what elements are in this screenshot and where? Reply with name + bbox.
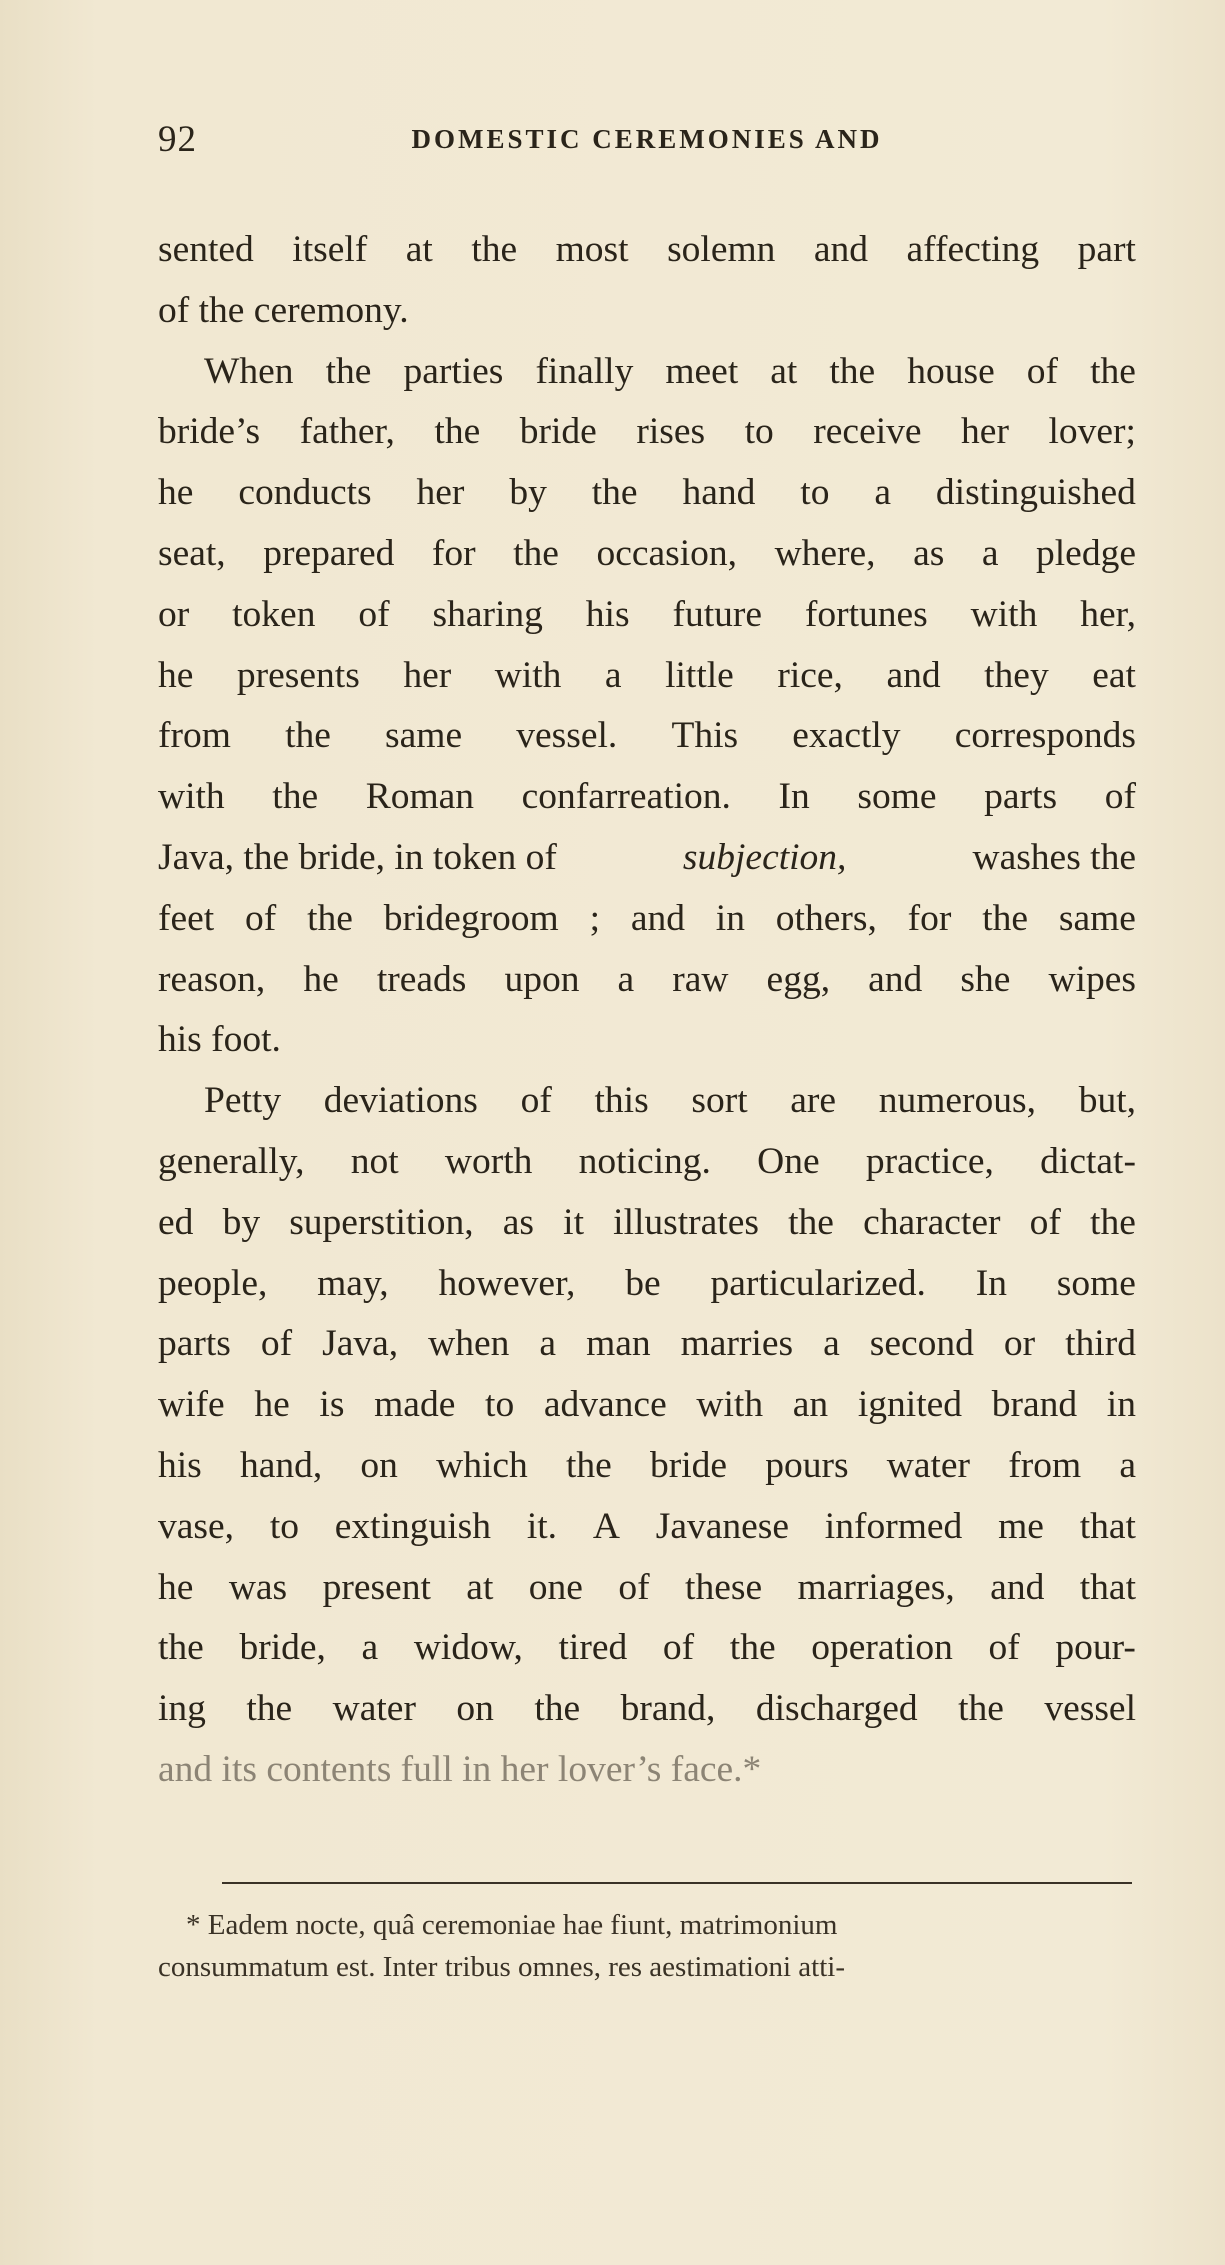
- footnote-line: * Eadem nocte, quâ ceremoniae hae fiunt, matrimonium: [186, 1909, 838, 1941]
- word: vase,: [158, 1505, 235, 1547]
- word: vessel: [1044, 1688, 1136, 1730]
- footnote-line: consummatum est. Inter tribus omnes, res aestimationi atti-: [158, 1951, 845, 1983]
- word: at: [770, 350, 798, 392]
- text-line: [158, 1558, 1136, 1619]
- word: her: [416, 472, 465, 514]
- word: wife: [158, 1384, 225, 1426]
- word: marriages,: [797, 1566, 955, 1608]
- word: and: [886, 654, 941, 696]
- word: reason,: [158, 958, 266, 1000]
- word: present: [322, 1566, 431, 1608]
- word: confarreation.: [521, 776, 731, 818]
- word: the: [729, 1627, 776, 1669]
- word: ignited: [857, 1384, 963, 1426]
- word: she: [960, 958, 1011, 1000]
- word: with: [970, 593, 1038, 635]
- word: This: [671, 715, 739, 757]
- word: was: [228, 1566, 288, 1608]
- word: egg,: [766, 958, 831, 1000]
- word: where,: [774, 532, 876, 574]
- word: part: [1077, 229, 1136, 270]
- word: operation: [811, 1627, 953, 1669]
- word: Roman: [365, 776, 475, 818]
- word: on: [360, 1444, 398, 1486]
- word: worth: [444, 1140, 533, 1182]
- page-header: [158, 118, 1136, 168]
- word: lover;: [1048, 411, 1136, 453]
- word: me: [998, 1505, 1044, 1547]
- word: to: [744, 411, 774, 453]
- word: the: [565, 1444, 612, 1486]
- word: dictat-: [1040, 1140, 1136, 1182]
- word: presents: [236, 654, 360, 696]
- word: the: [158, 1627, 204, 1669]
- word: advance: [543, 1384, 667, 1426]
- word: father,: [299, 411, 395, 453]
- word: the: [829, 350, 876, 392]
- word: sort: [691, 1080, 748, 1122]
- word: token: [232, 593, 316, 635]
- word: but,: [1078, 1080, 1136, 1122]
- word: a: [981, 532, 999, 574]
- text-line: [158, 950, 1136, 1011]
- text-line: [158, 1497, 1136, 1558]
- word: upon: [504, 958, 580, 1000]
- word: at: [405, 229, 433, 270]
- word: seat,: [158, 532, 226, 574]
- word: to: [800, 472, 830, 514]
- word: corresponds: [954, 715, 1136, 757]
- word: When: [204, 350, 294, 392]
- text-line: [158, 585, 1136, 646]
- word: as: [913, 532, 945, 574]
- word: A: [592, 1505, 620, 1547]
- word: one: [528, 1566, 583, 1608]
- word: ed: [158, 1201, 194, 1243]
- word: for: [431, 532, 476, 574]
- word: not: [350, 1140, 399, 1182]
- word: bride,: [239, 1627, 326, 1669]
- text-line: [158, 1254, 1136, 1315]
- word: a: [823, 1323, 840, 1365]
- word: illustrates: [613, 1201, 759, 1243]
- word: affecting: [906, 229, 1040, 270]
- word: numerous,: [878, 1080, 1037, 1122]
- running-title: DOMESTIC CEREMONIES AND: [411, 124, 883, 154]
- word: discharged: [755, 1688, 918, 1730]
- word: her,: [1080, 593, 1136, 635]
- text-line: [158, 1314, 1136, 1375]
- word: that: [1079, 1505, 1136, 1547]
- word: most: [555, 229, 629, 270]
- text-line: and its contents full in her lover’s face.*: [158, 1748, 762, 1790]
- word: a: [874, 472, 892, 514]
- word: the: [1090, 350, 1136, 392]
- word: ing: [158, 1688, 206, 1730]
- footnote: [158, 1904, 1136, 1988]
- word: a: [361, 1627, 379, 1669]
- word: water: [332, 1688, 416, 1730]
- word: of: [520, 1080, 552, 1122]
- word: the: [1090, 1201, 1136, 1243]
- word: second: [869, 1323, 974, 1365]
- word: occasion,: [596, 532, 738, 574]
- word: with: [494, 654, 562, 696]
- word: for: [907, 897, 952, 939]
- word: itself: [292, 229, 368, 270]
- word: and: [813, 229, 869, 270]
- word: deviations: [323, 1080, 478, 1122]
- word: a: [617, 958, 635, 1000]
- word: the: [246, 1688, 293, 1730]
- word: may,: [317, 1262, 389, 1304]
- word: it.: [526, 1505, 558, 1547]
- word: is: [319, 1384, 345, 1426]
- word: from: [158, 715, 231, 757]
- word: exactly: [792, 715, 901, 757]
- word: at: [466, 1566, 494, 1608]
- word: the: [591, 472, 638, 514]
- word: Petty: [204, 1080, 282, 1122]
- word: bride: [649, 1444, 728, 1486]
- word: he: [254, 1384, 290, 1426]
- word: he: [158, 654, 194, 696]
- word: by: [222, 1201, 261, 1243]
- word: parts: [984, 776, 1058, 818]
- word: In: [778, 776, 810, 818]
- word: the: [513, 532, 559, 574]
- word: particularized.: [710, 1262, 926, 1304]
- word: prepared: [263, 532, 395, 574]
- word: his: [158, 1444, 202, 1486]
- word: of: [618, 1566, 650, 1608]
- word: he: [303, 958, 339, 1000]
- word: treads: [376, 958, 467, 1000]
- word: of: [1104, 776, 1136, 818]
- word: and: [990, 1566, 1045, 1608]
- word: In: [975, 1262, 1007, 1304]
- word: bride: [519, 411, 597, 453]
- word: in: [1106, 1384, 1136, 1426]
- word: to: [269, 1505, 299, 1547]
- word: with: [696, 1384, 764, 1426]
- word: hand: [682, 472, 756, 514]
- word: same: [1058, 897, 1136, 939]
- word: parties: [403, 350, 504, 392]
- text-line: of the ceremony.: [158, 289, 409, 331]
- word: and: [630, 897, 685, 939]
- word: an: [792, 1384, 829, 1426]
- text-line: [158, 463, 1136, 524]
- word: some: [1056, 1262, 1136, 1304]
- word: raw: [672, 958, 729, 1000]
- word: pledge: [1036, 532, 1136, 574]
- word: however,: [438, 1262, 576, 1304]
- word: sharing: [432, 593, 543, 635]
- word: her: [403, 654, 452, 696]
- word: with: [158, 776, 225, 818]
- word: the: [958, 1688, 1004, 1730]
- word: Java,: [322, 1323, 399, 1365]
- word: the: [272, 776, 319, 818]
- word: wipes: [1048, 958, 1136, 1000]
- text-line: [158, 1618, 1136, 1679]
- word: One: [757, 1140, 820, 1182]
- word: distinguished: [935, 472, 1136, 514]
- text-line: [158, 1132, 1136, 1193]
- word: sented: [158, 229, 254, 270]
- text-line: [158, 706, 1136, 767]
- word: receive: [813, 411, 922, 453]
- text-line: [158, 1375, 1136, 1436]
- text-line: [158, 646, 1136, 707]
- word: practice,: [865, 1140, 994, 1182]
- text-line: [158, 889, 1136, 950]
- text-line: [158, 1679, 1136, 1740]
- word: to: [485, 1384, 515, 1426]
- word: character: [863, 1201, 1001, 1243]
- word: man: [586, 1323, 651, 1365]
- word: same: [385, 715, 463, 757]
- word: pour-: [1055, 1627, 1136, 1669]
- word: as: [502, 1201, 534, 1243]
- word: third: [1065, 1323, 1136, 1365]
- word: of: [358, 593, 390, 635]
- word: by: [509, 472, 547, 514]
- word: water: [886, 1444, 971, 1486]
- word: rice,: [777, 654, 843, 696]
- italic-word: subjection,: [682, 836, 847, 878]
- word: the: [471, 229, 518, 270]
- word: in: [715, 897, 745, 939]
- word: the: [534, 1688, 581, 1730]
- paragraph-start: [158, 1071, 1136, 1132]
- word: the: [982, 897, 1029, 939]
- word: some: [857, 776, 937, 818]
- word: others,: [775, 897, 877, 939]
- word: feet: [158, 897, 215, 939]
- word: hand,: [239, 1444, 323, 1486]
- word: people,: [158, 1262, 268, 1304]
- word: he: [158, 472, 194, 514]
- word: brand: [991, 1384, 1078, 1426]
- word: or: [1003, 1323, 1036, 1365]
- text-line: [158, 1193, 1136, 1254]
- word: informed: [824, 1505, 963, 1547]
- word: eat: [1092, 654, 1136, 696]
- word: and: [868, 958, 923, 1000]
- word: a: [604, 654, 622, 696]
- word: of: [260, 1323, 293, 1365]
- text-line: [158, 220, 1136, 281]
- text-line: [158, 524, 1136, 585]
- word: little: [665, 654, 734, 696]
- word: future: [672, 593, 762, 635]
- word: marries: [680, 1323, 794, 1365]
- word: of: [662, 1627, 695, 1669]
- word: widow,: [413, 1627, 523, 1669]
- page-number: 92: [158, 119, 197, 160]
- word: her: [961, 411, 1009, 453]
- word: from: [1008, 1444, 1082, 1486]
- word: bridegroom: [383, 897, 559, 939]
- word: are: [790, 1080, 837, 1122]
- word: tired: [558, 1627, 628, 1669]
- word: extinguish: [334, 1505, 492, 1547]
- text-line: his foot.: [158, 1019, 281, 1061]
- word: bride’s: [158, 411, 261, 453]
- word: this: [594, 1080, 649, 1122]
- word: pours: [765, 1444, 849, 1486]
- word: or: [158, 593, 190, 635]
- word: fortunes: [804, 593, 928, 635]
- word: the: [325, 350, 372, 392]
- word: brand,: [620, 1688, 716, 1730]
- word: superstition,: [289, 1201, 474, 1243]
- word: generally,: [158, 1140, 305, 1182]
- text-line: [158, 767, 1136, 828]
- text-line: [158, 402, 1136, 463]
- word: conducts: [238, 472, 372, 514]
- word: Javanese: [655, 1505, 789, 1547]
- word: ;: [589, 897, 600, 939]
- word: that: [1079, 1566, 1136, 1608]
- word: of: [245, 897, 277, 939]
- word: of: [1026, 350, 1059, 392]
- word: of: [1029, 1201, 1061, 1243]
- word: a: [1119, 1444, 1136, 1486]
- text-line: [158, 1436, 1136, 1497]
- word: the: [788, 1201, 834, 1243]
- word: a: [539, 1323, 557, 1365]
- word: he: [158, 1566, 194, 1608]
- word: meet: [665, 350, 739, 392]
- text-line: Java, the bride, in token of subjection, washes the: [158, 828, 1136, 889]
- word: of: [988, 1627, 1020, 1669]
- word: house: [907, 350, 995, 392]
- word: on: [456, 1688, 494, 1730]
- word: which: [436, 1444, 528, 1486]
- word: it: [563, 1201, 584, 1243]
- word: rises: [636, 411, 706, 453]
- body-text: [158, 220, 1136, 1801]
- word: be: [625, 1262, 661, 1304]
- word: vessel.: [516, 715, 618, 757]
- word: noticing.: [578, 1140, 711, 1182]
- word: when: [428, 1323, 510, 1365]
- paragraph-start: [158, 342, 1136, 403]
- word: solemn: [667, 229, 776, 270]
- footnote-rule: [222, 1882, 1132, 1884]
- word: finally: [535, 350, 634, 392]
- word: parts: [158, 1323, 231, 1365]
- word: made: [374, 1384, 456, 1426]
- word: the: [434, 411, 481, 453]
- word: his: [585, 593, 630, 635]
- word: the: [285, 715, 331, 757]
- word: they: [984, 654, 1049, 696]
- word: the: [307, 897, 353, 939]
- word: these: [685, 1566, 763, 1608]
